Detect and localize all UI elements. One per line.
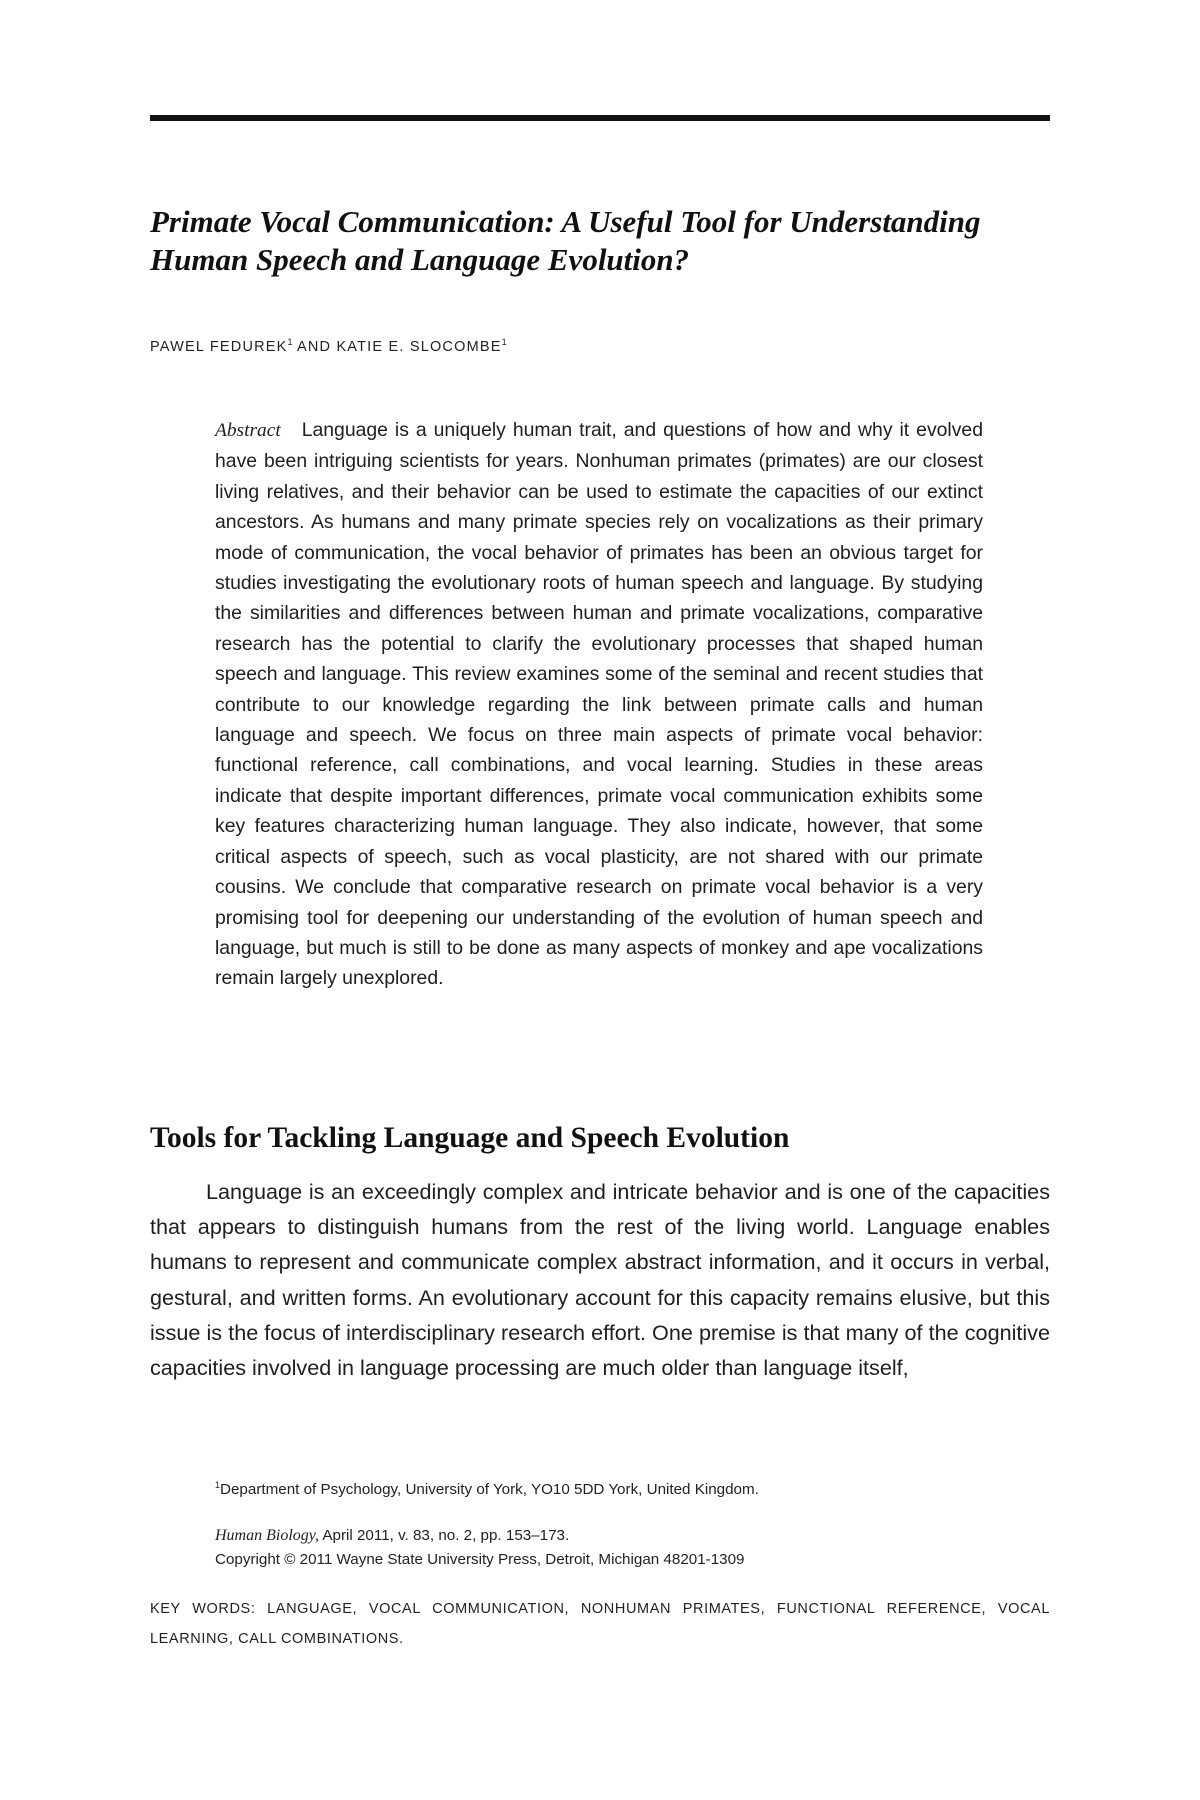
copyright-line: Copyright © 2011 Wayne State University Press, Detroit, Michigan 48201-1309 — [215, 1551, 745, 1568]
affiliation-text: Department of Psychology, University of York, YO10 5DD York, United Kingdom. — [220, 1481, 759, 1499]
header-rule — [150, 115, 1050, 121]
journal-name: Human Biology, — [215, 1527, 319, 1544]
abstract — [215, 415, 983, 994]
body-paragraph: Language is an exceedingly complex and intricate behavior and is one of the capacities that appears to distinguish humans from the rest of the living world. Language enables humans to represent and communicate complex abstract information, and it occurs in verbal, gestural, and written forms. An evolutionary account for this capacity remains elusive, but this issue is the focus of interdisciplinary research effort. One premise is that many of the cognitive capacities involved in language processing are much older than language itself, — [150, 1179, 1050, 1381]
citation-details: April 2011, v. 83, no. 2, pp. 153–173. — [319, 1527, 570, 1544]
affiliation-marker: 1 — [501, 337, 507, 347]
section-heading: Tools for Tackling Language and Speech Evolution — [150, 1122, 790, 1154]
article-title: Primate Vocal Communication: A Useful Tool for Understanding Human Speech and Language Evolution? — [150, 204, 981, 277]
affiliation-marker: 1 — [287, 337, 293, 347]
author-joiner: AND — [296, 338, 332, 355]
affiliation-footnote — [215, 1480, 1050, 1498]
author-name: KATIE E. SLOCOMBE — [336, 338, 502, 355]
author-name: PAWEL FEDUREK — [150, 338, 288, 355]
citation-block — [215, 1524, 1050, 1572]
abstract-text: Language is a uniquely human trait, and questions of how and why it evolved have been intriguing scientists for years. Nonhuman primates (primates) are our closest living relatives, and their behavior can be used to estimate the capacities of our extinct ancestors. As humans and many primate species rely on vocalizations as their primary mode of communication, the vocal behavior of primates has been an obvious target for studies investigating the evolutionary roots of human speech and language. By studying the similarities and differences between human and primate vocalizations, comparative research has the potential to clarify the evolutionary processes that shaped human speech and language. This review examines some of the seminal and recent studies that contribute to our knowledge regarding the link between primate calls and human language and speech. We focus on three main aspects of primate vocal behavior: functional reference, call combinations, and vocal learning. Studies in these areas indicate that despite important differences, primate vocal communication exhibits some key features characterizing human language. They also indicate, however, that some critical aspects of speech, such as vocal plasticity, are not shared with our primate cousins. We conclude that comparative research on primate vocal behavior is a very promising tool for deepening our understanding of the evolution of human speech and language, but much is still to be done as many aspects of monkey and ape vocalizations remain largely unexplored. — [215, 419, 983, 990]
keywords: KEY WORDS: LANGUAGE, VOCAL COMMUNICATION, NONHUMAN PRIMATES, FUNCTIONAL REFERENCE, VOCAL LEARNING, CALL COMBINATIONS. — [150, 1601, 1050, 1647]
footnote-marker: 1 — [215, 1480, 221, 1490]
author-line — [150, 337, 1050, 355]
abstract-label: Abstract — [215, 420, 281, 441]
citation-line — [215, 1524, 1050, 1548]
